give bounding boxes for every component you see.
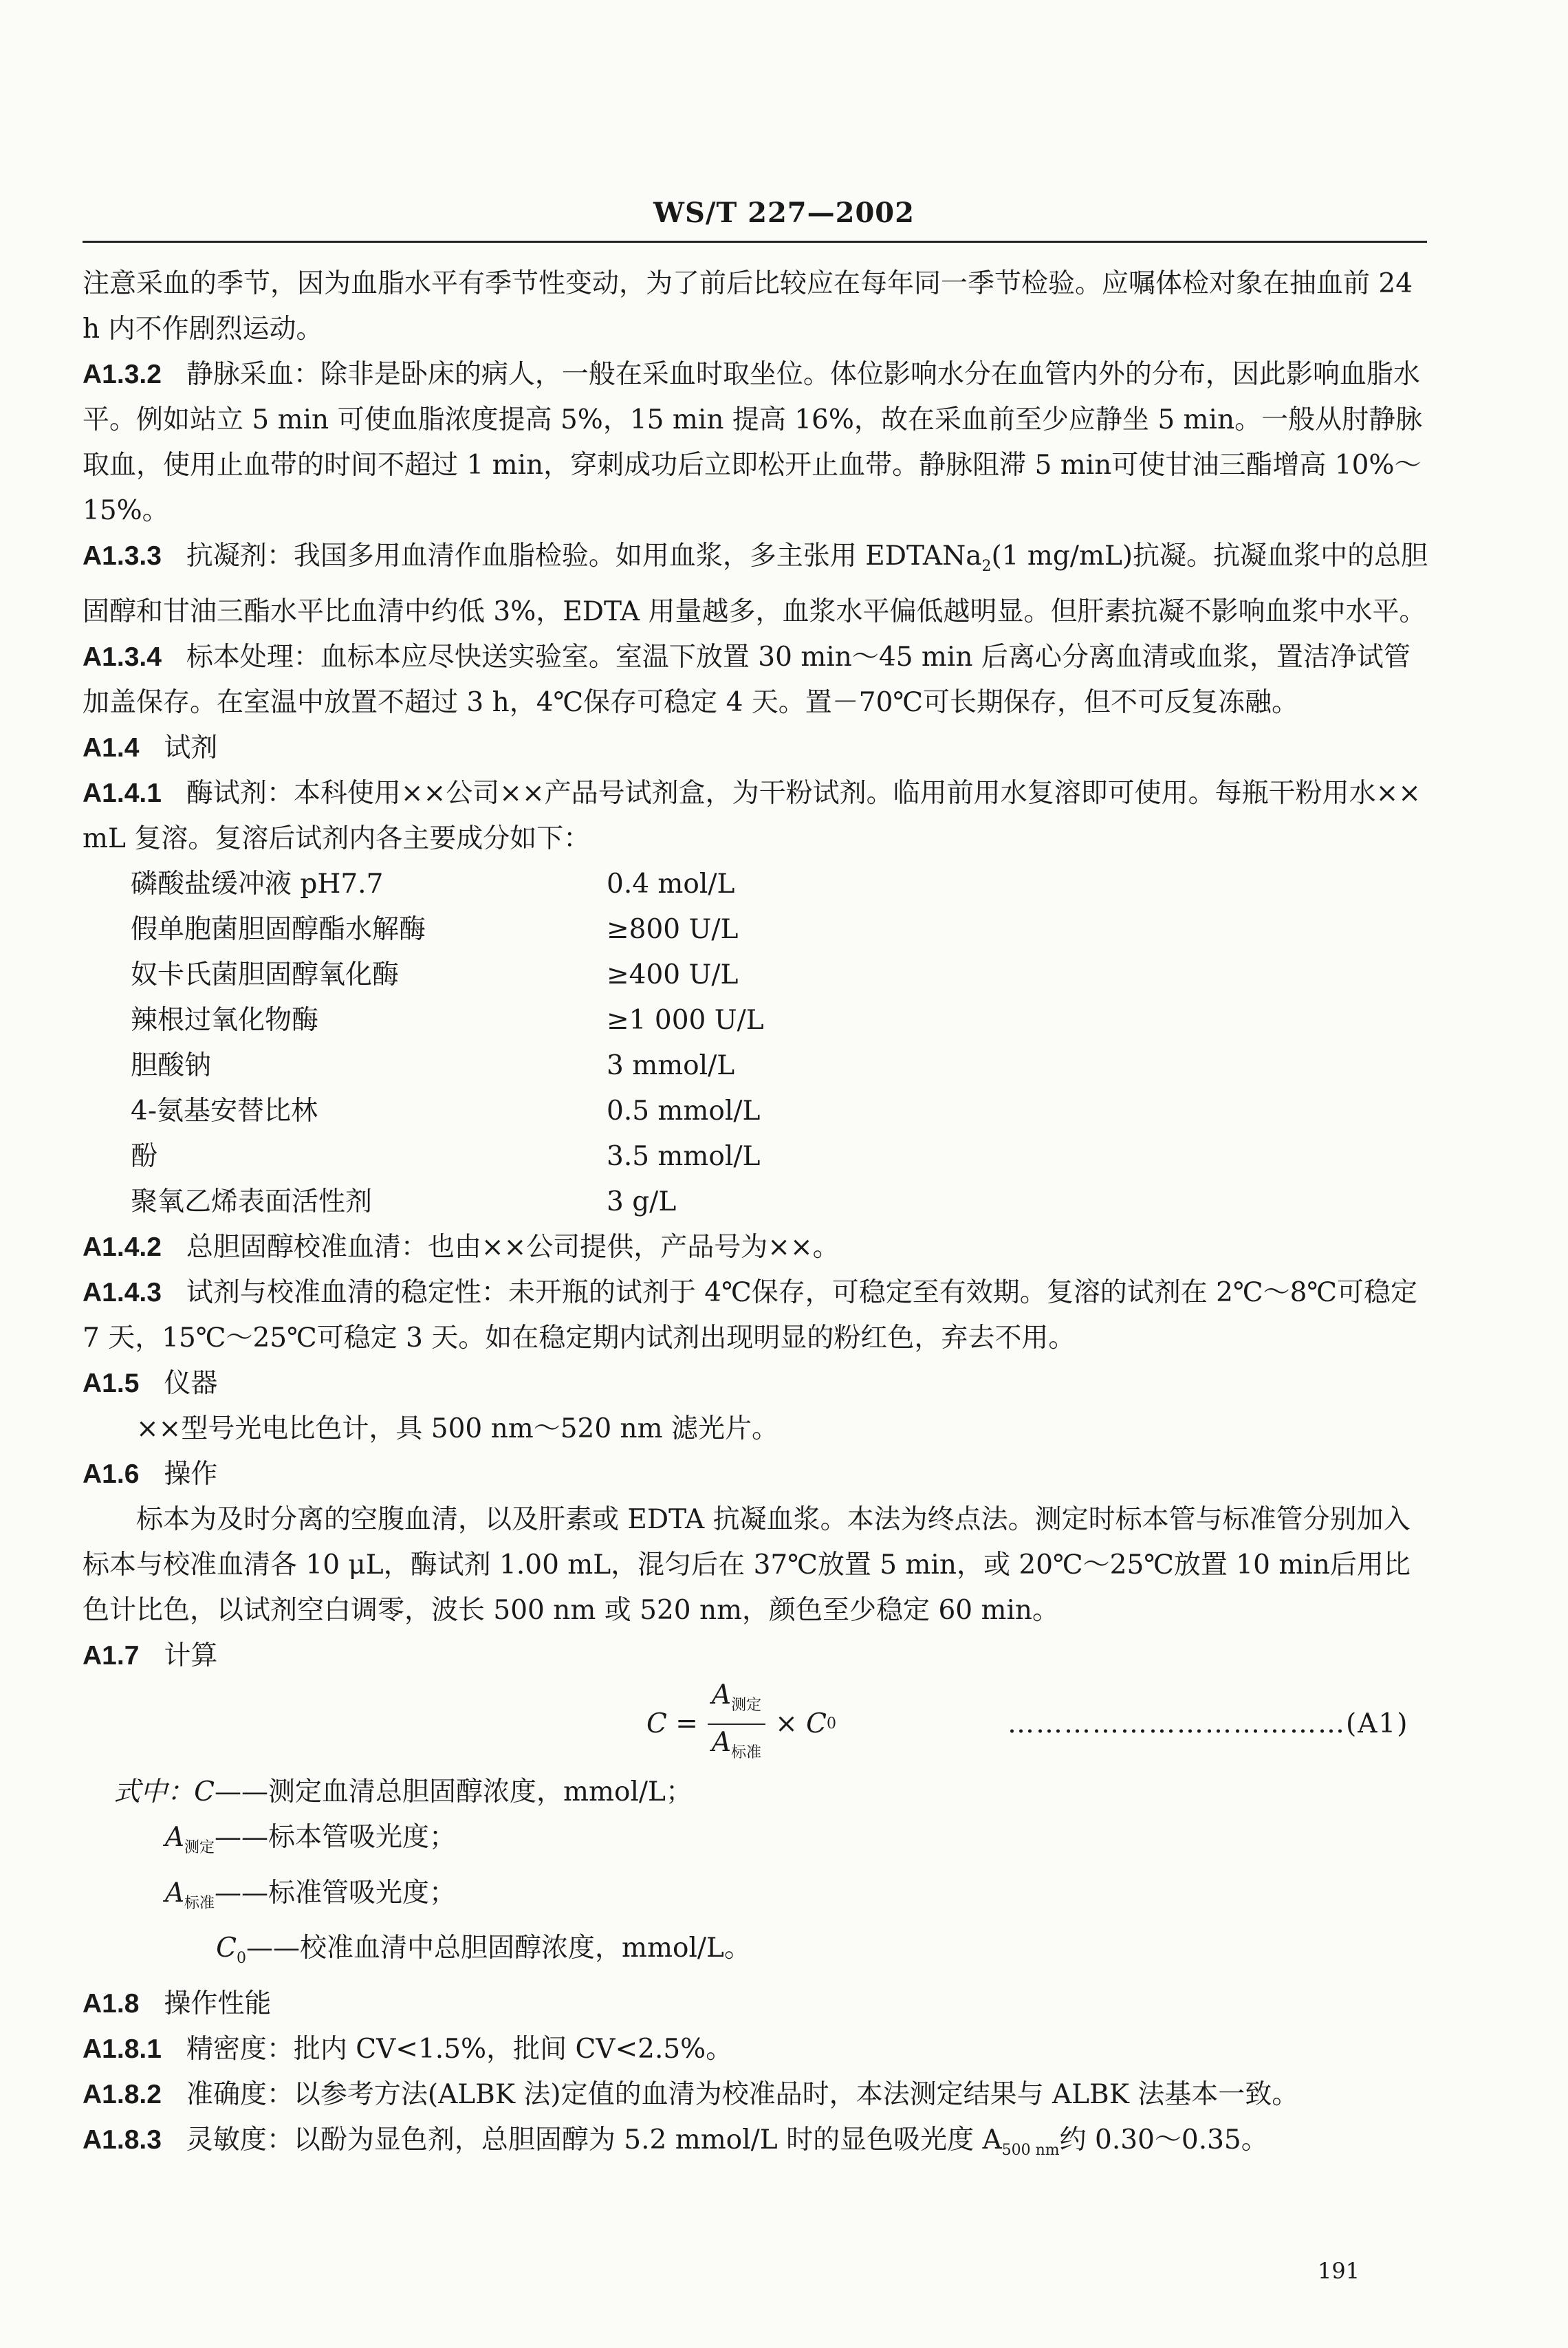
symbol-subscript: 测定 [184, 1838, 215, 1856]
definition-text: ——标准管吸光度； [215, 1877, 457, 1909]
reagent-value: 3.5 mmol/L [607, 1140, 761, 1172]
section-a1-4-3 [83, 1270, 1430, 1361]
section-a1-3-2 [83, 352, 1430, 534]
section-title: 操作性能 [164, 1989, 272, 2019]
equation-a1 [83, 1679, 1430, 1770]
c0-subscript: 0 [827, 1715, 837, 1732]
section-a1-8-2 [83, 2072, 1430, 2118]
definition-row [83, 1871, 1430, 1926]
leader-dots: ……………………………… [1008, 1708, 1346, 1739]
denominator-symbol: A [711, 1726, 732, 1758]
section-code: A1.4.3 [83, 1277, 162, 1307]
reagent-value: 3 g/L [607, 1186, 677, 1217]
reagent-row [83, 998, 1430, 1043]
reagent-value: ≥400 U/L [607, 959, 739, 990]
section-title: 试剂 [164, 732, 218, 763]
reagent-list [83, 862, 1430, 1225]
symbol-text: A [164, 1877, 184, 1909]
heading-a1-5 [83, 1361, 1430, 1406]
heading-a1-8 [83, 1981, 1430, 2027]
equation-fraction [708, 1677, 765, 1771]
fraction-numerator [708, 1677, 765, 1725]
variable-definitions [83, 1770, 1430, 1981]
reagent-name: 假单胞菌胆固醇酯水解酶 [131, 913, 426, 945]
reagent-name: 辣根过氧化物酶 [131, 1004, 319, 1036]
reagent-name: 酚 [131, 1140, 158, 1172]
section-code: A1.3.4 [83, 642, 162, 672]
section-code: A1.8.1 [83, 2034, 162, 2065]
denominator-subscript: 标准 [731, 1743, 762, 1761]
reagent-row [83, 907, 1430, 953]
reagent-row [83, 953, 1430, 998]
section-code: A1.7 [83, 1640, 140, 1671]
symbol-subscript: 标准 [184, 1894, 215, 1912]
heading-a1-4 [83, 726, 1430, 771]
reagent-row [83, 862, 1430, 907]
reagent-name: 磷酸盐缓冲液 pH7.7 [131, 868, 384, 900]
section-text: 精密度：批内 CV<1.5%，批间 CV<2.5%。 [186, 2034, 733, 2065]
page-number: 191 [1318, 2258, 1360, 2284]
symbol-subscript: 0 [237, 1950, 246, 1968]
section-a1-8-3 [83, 2118, 1430, 2173]
equation-expression [646, 1679, 836, 1770]
numerator-subscript: 测定 [731, 1696, 762, 1714]
section-a1-3-3 [83, 534, 1430, 635]
reagent-value: 3 mmol/L [607, 1050, 735, 1081]
section-a1-3-4 [83, 635, 1430, 726]
section-text: 灵敏度：以酚为显色剂，总胆固醇为 5.2 mmol/L 时的显色吸光度 A [186, 2124, 1002, 2156]
main-content [83, 261, 1430, 2173]
reagent-value: 0.4 mol/L [607, 868, 735, 900]
heading-a1-7 [83, 1633, 1430, 1679]
definition-symbol [83, 1926, 246, 1981]
section-code: A1.3.2 [83, 360, 162, 389]
heading-a1-6 [83, 1452, 1430, 1497]
section-a1-4-2 [83, 1225, 1430, 1270]
section-title: 计算 [164, 1640, 218, 1671]
reagent-name: 奴卡氏菌胆固醇氧化酶 [131, 959, 400, 990]
definition-symbol [83, 1871, 215, 1926]
intro-paragraph: 注意采血的季节，因为血脂水平有季节性变动，为了前后比较应在每年同一季节检验。应嘱体检对象在抽血前 24 h 内不作剧烈运动。 [83, 268, 1413, 345]
section-a1-6-text: 标本为及时分离的空腹血清，以及肝素或 EDTA 抗凝血浆。本法为终点法。测定时标本管与标准管分别加入标本与校准血清各 10 μL，酶试剂 1.00 mL，混匀后在 37℃放置 5 min，或 20℃～25℃放置 10 min后用比色计比色，以试剂空白调零，波长 500 nm 或 520 nm，颜色至少稳定 60 min。 [83, 1503, 1411, 1626]
subscript: 500 nm [1001, 2141, 1060, 2159]
reagent-row [83, 1134, 1430, 1180]
symbol-text: 式中：C [113, 1776, 215, 1807]
section-code: A1.3.3 [83, 541, 162, 571]
reagent-name: 胆酸钠 [131, 1050, 212, 1081]
symbol-text: A [164, 1821, 184, 1853]
fraction-denominator [708, 1725, 765, 1771]
section-text: 试剂与校准血清的稳定性：未开瓶的试剂于 4℃保存，可稳定至有效期。复溶的试剂在 2℃～8℃可稳定 7 天，15℃～25℃可稳定 3 天。如在稳定期内试剂出现明显的粉红色，弃去不用。 [83, 1276, 1418, 1354]
section-code: A1.8 [83, 1989, 140, 2019]
section-a1-4-1 [83, 771, 1430, 862]
section-code: A1.4.1 [83, 778, 162, 808]
section-title: 仪器 [164, 1368, 218, 1398]
definition-row [83, 1770, 1430, 1815]
definition-symbol [83, 1815, 215, 1871]
subscript: 2 [981, 557, 992, 575]
reagent-row [83, 1043, 1430, 1089]
definition-text: ——标本管吸光度； [215, 1821, 457, 1853]
reagent-row [83, 1089, 1430, 1134]
reagent-value: ≥1 000 U/L [607, 1004, 764, 1036]
header-rule [83, 241, 1427, 243]
section-text: 标本处理：血标本应尽快送实验室。室温下放置 30 min～45 min 后离心分离血清或血浆，置洁净试管加盖保存。在室温中放置不超过 3 h，4℃保存可稳定 4 天。置－70℃可长期保存，但不可反复冻融。 [83, 641, 1411, 718]
symbol-text: C [216, 1933, 237, 1964]
definition-row [83, 1926, 1430, 1981]
section-code: A1.5 [83, 1368, 140, 1398]
equation-number: (A1) [1346, 1708, 1409, 1739]
section-a1-8-1 [83, 2027, 1430, 2072]
equation-times: × C [775, 1708, 827, 1739]
definition-text: ——校准血清中总胆固醇浓度，mmol/L。 [246, 1933, 751, 1964]
reagent-name: 4-氨基安替比林 [131, 1095, 318, 1127]
page-header: WS/T 227—2002 [653, 197, 915, 229]
reagent-row [83, 1180, 1430, 1225]
reagent-name: 聚氧乙烯表面活性剂 [131, 1186, 373, 1217]
reagent-value: ≥800 U/L [607, 913, 739, 945]
section-text: 静脉采血：除非是卧床的病人，一般在采血时取坐位。体位影响水分在血管内外的分布，因此影响血脂水平。例如站立 5 min 可使血脂浓度提高 5%，15 min 提高 16%，故在采血前至少应静坐 5 min。一般从肘静脉取血，使用止血带的时间不超过 1 min，穿刺成功后立即松开止血带。静脉阻滞 5 min可使甘油三酯增高 10%～15%。 [83, 359, 1423, 526]
section-text: 抗凝剂：我国多用血清作血脂检验。如用血浆，多主张用 EDTANa [186, 541, 982, 572]
section-code: A1.8.3 [83, 2125, 162, 2155]
section-code: A1.4 [83, 732, 140, 763]
section-a1-5-text: ××型号光电比色计，具 500 nm～520 nm 滤光片。 [136, 1413, 779, 1444]
section-text: 酶试剂：本科使用××公司××产品号试剂盒，为干粉试剂。临用前用水复溶即可使用。每瓶干粉用水×× mL 复溶。复溶后试剂内各主要成分如下： [83, 777, 1421, 854]
section-code: A1.6 [83, 1459, 140, 1489]
definition-text: ——测定血清总胆固醇浓度，mmol/L； [215, 1776, 693, 1807]
section-text-cont: (1 mg/mL)抗凝。抗凝血浆中的总胆固醇和甘油三酯水平比血清中约低 3%，EDTA 用量越多，血浆水平偏低越明显。但肝素抗凝不影响血浆中水平。 [83, 541, 1428, 627]
section-text: 准确度：以参考方法(ALBK 法)定值的血清为校准品时，本法测定结果与 ALBK 法基本一致。 [186, 2079, 1299, 2111]
reagent-value: 0.5 mmol/L [607, 1095, 761, 1127]
equation-leader [1008, 1679, 1408, 1770]
definition-symbol [83, 1770, 215, 1815]
section-code: A1.4.2 [83, 1232, 162, 1262]
equation-lhs: C = [646, 1708, 698, 1739]
numerator-symbol: A [711, 1680, 732, 1710]
section-text-cont: 约 0.30～0.35。 [1059, 2124, 1268, 2156]
section-title: 操作 [164, 1459, 218, 1489]
section-code: A1.8.2 [83, 2080, 162, 2110]
definition-row [83, 1815, 1430, 1871]
section-text: 总胆固醇校准血清：也由××公司提供，产品号为××。 [186, 1231, 840, 1263]
